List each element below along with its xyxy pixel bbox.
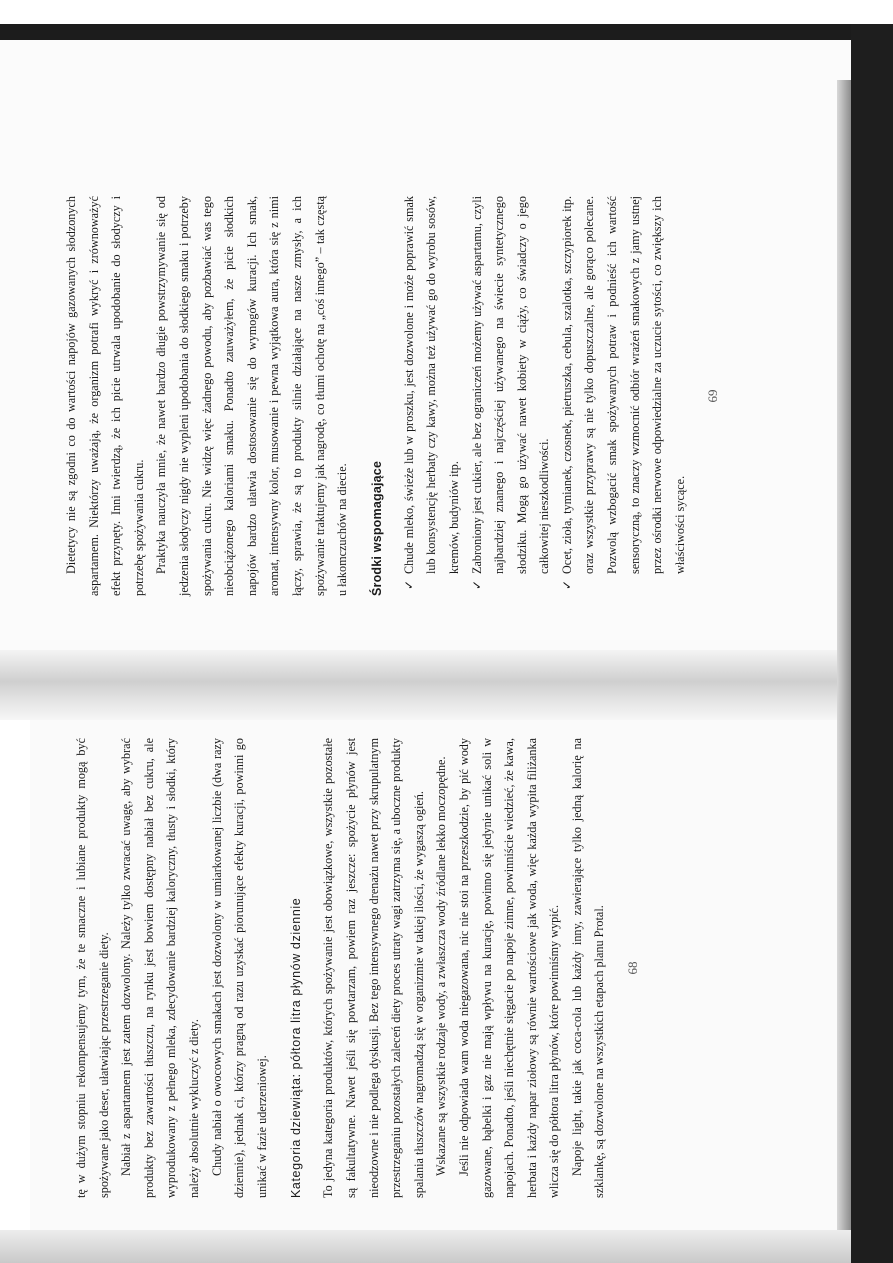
paragraph: Chudy nabiał o owocowych smakach jest dozwolony w umiarkowanej liczbie (dwa razy dziennie), jednak ci, którzy pragną od razu uzyskać piorunujące efekty kuracji, powinni go unikać w fazie uderzeniowej. [209,738,269,1198]
checkmark-icon: ✓ [401,579,416,590]
check-list-item [466,196,556,596]
page-edge-bottom [0,1230,851,1263]
page-68 [70,738,710,1198]
checkmark-icon: ✓ [469,579,484,590]
paragraph: To jedyna kategoria produktów, których spożywanie jest obowiązkowe, wszystkie pozostałe są fakultatywne. Nawet jeśli się powtarzam, powiem raz jeszcze: spożycie płynów jest nieodzowne i nie podlega dyskusji. Bez tego intensywnego drenażu nawet przy skrupulatnym przestrzeganiu pozostałych zaleceń diety proces utraty wagi zatrzyma się, a uboczne produkty spalania tłuszczów nagromadzą się w organizmie w takiej ilości, że wygaszą ogień. [321,738,426,1198]
scanner-shadow-right [851,24,893,1263]
check-list-text: Zabroniony jest cukier, ale bez ograniczeń możemy używać aspartamu, czyli najbardziej znanego i najczęściej używanego na świecie syntetycznego słodziku. Mogą go używać nawet kobiety w ciąży, co świadczy o jego całkowitej nieszkodliwości. [469,196,552,574]
checkmark-icon: ✓ [559,579,574,590]
page-69 [60,196,784,596]
book-gutter-fold [0,650,851,720]
paragraph: Praktyka nauczyła mnie, że nawet bardzo długie powstrzymywanie się od jedzenia słodyczy nigdy nie wypleni upodobania do słodkiego smaku i potrzeby spożywania cukru. Nie widzę więc żadnego powodu, aby pozbawiać was tego nieobciążonego kaloriami smaku. Ponadto zauważyłem, że picie słodkich napojów bardzo ułatwia dostosowanie się do wymogów kuracji. Ich smak, aromat, intensywny kolor, musowanie i pewna wyjątkowa aura, która się z nimi łączy, sprawia, że są to produkty silnie działające na nasze zmysły, a ich spożywanie traktujemy jak nagrodę, co tłumi ochotę na „coś innego” – tak częstą u łakomczuchów na diecie. [154,196,350,596]
check-list [398,196,692,596]
page-edge-right [837,80,851,1263]
scan-top-margin [0,0,893,22]
paragraph: Wskazane są wszystkie rodzaje wody, a zwłaszcza wody źródlane lekko moczopędne. [434,756,449,1176]
check-list-item [556,196,692,596]
scanner-shadow-top [0,24,893,40]
check-list-text: Chude mleko, świeże lub w proszku, jest dozwolone i może poprawić smak lub konsystencję herbaty czy kawy, można też używać go do wyrobu sosów, kremów, budyniów itp. [401,196,461,574]
page-number: 69 [705,389,721,403]
paragraph: tę w dużym stopniu rekompensujemy tym, że te smaczne i lubiane produkty mogą być spożywane jako deser, ułatwiając przestrzeganie diety. [74,738,111,1198]
paragraph: Jeśli nie odpowiada wam woda niegazowana, nic nie stoi na przeszkodzie, by pić wody gazowane, bąbelki i gaz nie mają wpływu na kurację, powinno się jedynie unikać soli w napojach. Ponadto, jeśli niechętnie sięgacie po napoje zimne, powinniście wiedzieć, że kawa, herbata i każdy napar ziołowy są równie wartościowe jak woda, więc każda wypita filiżanka wlicza się do półtora litra płynów, które powinniśmy wypić. [456,738,562,1198]
page-number: 68 [625,961,641,975]
paragraph: Nabiał z aspartamem jest zatem dozwolony. Należy tylko zwracać uwagę, aby wybrać produkty bez zawartości tłuszczu, na rynku jest bowiem dostępny nabiał bez cukru, ale wyprodukowany z pełnego mleka, zdecydowanie bardziej kaloryczny, tłusty i słodki, który należy absolutnie wykluczyć z diety. [119,738,201,1198]
section-heading: Środki wspomagające [369,460,384,596]
check-list-item [398,196,466,596]
section-heading: Kategoria dziewiąta: półtora litra płynów dziennie [289,897,304,1198]
check-list-text: Ocet, zioła, tymianek, czosnek, pietruszka, cebula, szalotka, szczypiorek itp. oraz wszystkie przyprawy są nie tylko dopuszczalne, ale gorąco polecane. Pozwolą wzbogacić smak spożywanych potraw i podnieść ich wartość sensoryczną, to znaczy wzmocnić odbiór wrażeń smakowych z jamy ustnej przez ośrodki nerwowe odpowiedzialne za uczucie sytości, co zwiększy ich właściwości sycące. [559,196,687,574]
paragraph: Dietetycy nie są zgodni co do wartości napojów gazowanych słodzonych aspartamem. Niektórzy uważają, że organizm potrafi wykryć i zrównoważyć efekt przynęty. Inni twierdzą, że ich picie utrwala upodobanie do słodyczy i potrzebę spożywania cukru. [64,196,146,596]
paragraph: Napoje light, takie jak coca-cola lub każdy inny, zawierające tylko jedną kalorię na szklankę, są dozwolone na wszystkich etapach planu Protal. [569,738,607,1198]
